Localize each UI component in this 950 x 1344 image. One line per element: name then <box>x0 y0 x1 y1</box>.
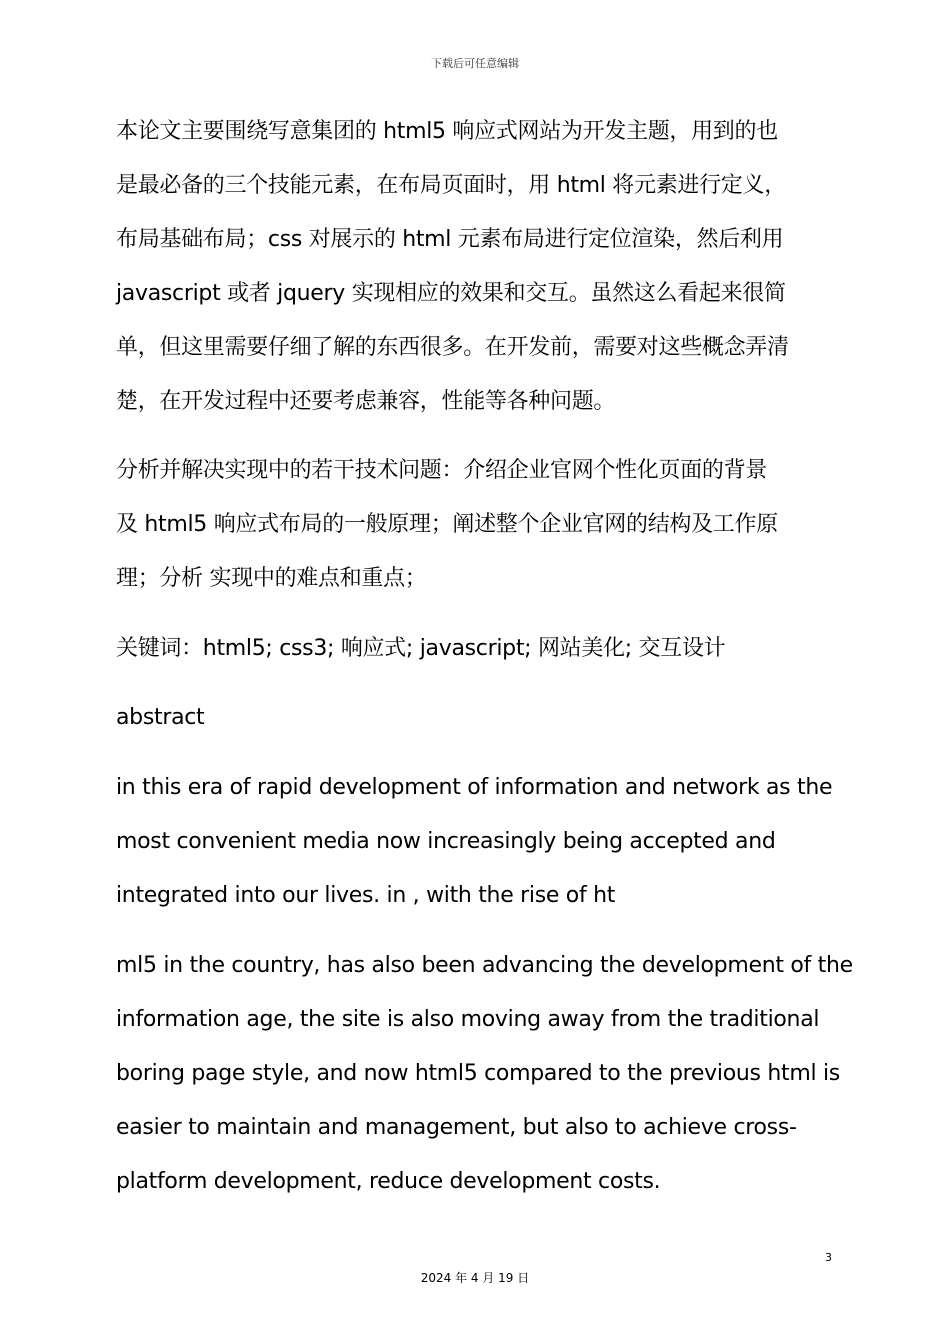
text-line: 是最必备的三个技能元素，在布局页面时，用 html 将元素进行定义， <box>116 173 786 198</box>
text-line: platform development, reduce development costs. <box>116 1169 661 1194</box>
text-line: 楚，在开发过程中还要考虑兼容，性能等各种问题。 <box>116 389 616 414</box>
text-line: 本论文主要围绕写意集团的 html5 响应式网站为开发主题，用到的也 <box>116 119 778 144</box>
header-note: 下载后可任意编辑 <box>431 57 519 70</box>
keywords-line <box>116 622 846 676</box>
text-line: boring page style, and now html5 compared to the previous html is <box>116 1061 840 1086</box>
keywords-text: 关键词：html5; css3; 响应式; javascript; 网站美化; 交互设计 <box>116 636 726 661</box>
text-line: 单，但这里需要仔细了解的东西很多。在开发前，需要对这些概念弄清 <box>116 335 789 360</box>
text-line: 分析并解决实现中的若干技术问题：介绍企业官网个性化页面的背景 <box>116 458 768 483</box>
text-line: ml5 in the country, has also been advancing the development of the <box>116 953 853 978</box>
text-line: most convenient media now increasingly being accepted and <box>116 829 776 854</box>
text-line: information age, the site is also moving away from the traditional <box>116 1007 820 1032</box>
chinese-paragraph-2 <box>116 444 846 606</box>
text-line: easier to maintain and management, but also to achieve cross- <box>116 1115 797 1140</box>
abstract-heading-text: abstract <box>116 705 205 730</box>
text-line: integrated into our lives. in , with the rise of ht <box>116 883 616 908</box>
abstract-heading <box>116 691 846 745</box>
chinese-paragraph-1 <box>116 105 846 429</box>
text-line: in this era of rapid development of information and network as the <box>116 775 833 800</box>
text-line: 理；分析 实现中的难点和重点； <box>116 566 427 591</box>
text-line: 布局基础布局；css 对展示的 html 元素布局进行定位渲染，然后利用 <box>116 227 784 252</box>
text-line: 及 html5 响应式布局的一般原理；阐述整个企业官网的结构及工作原 <box>116 512 778 537</box>
english-paragraph-2 <box>116 939 853 1209</box>
english-paragraph-1 <box>116 761 846 923</box>
footer-date: 2024 年 4 月 19 日 <box>420 1271 530 1285</box>
page-number: 3 <box>825 1251 832 1264</box>
text-line: javascript 或者 jquery 实现相应的效果和交互。虽然这么看起来很简 <box>116 281 786 306</box>
